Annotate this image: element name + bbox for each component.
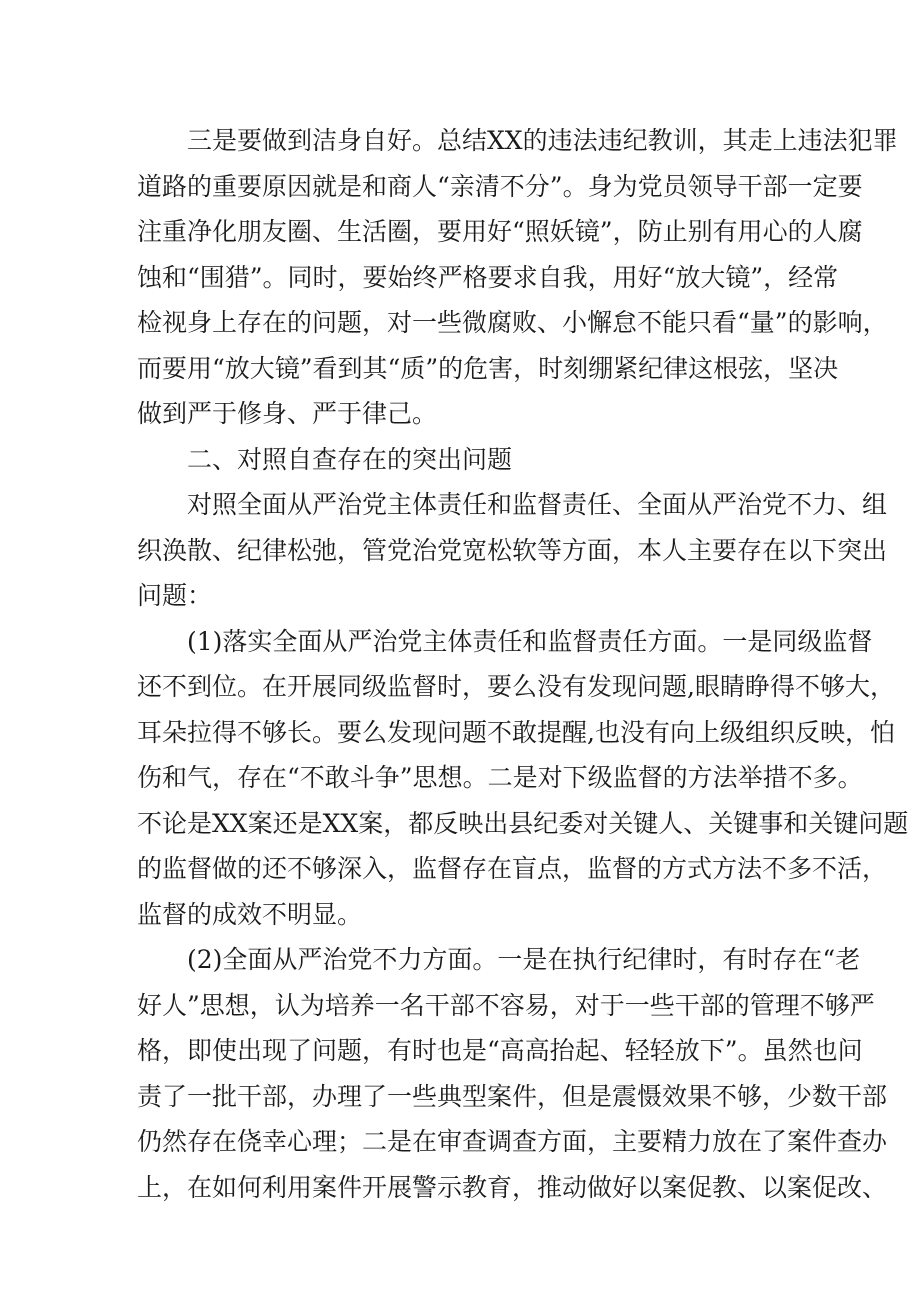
text-line: 问题： — [137, 581, 213, 610]
text-line: 责了一批干部，办理了一些典型案件，但是震慑效果不够，少数干部 — [137, 1081, 888, 1111]
text-line: 好人”思想，认为培养一名干部不容易，对于一些干部的管理不够严 — [137, 990, 875, 1020]
text-line: 做到严于修身、严于律己。 — [137, 399, 438, 428]
text-line: 织涣散、纪律松弛，管党治党宽松软等方面，本人主要存在以下突出 — [137, 535, 888, 565]
text-line: 三是要做到洁身自好。总结XX的违法违纪教训，其走上违法犯罪 — [137, 126, 898, 155]
paragraph — [137, 437, 787, 483]
paragraph — [137, 937, 888, 1210]
text-line: 还不到位。在开展同级监督时，要么没有发现问题,眼睛睁得不够大， — [137, 672, 895, 701]
paragraph — [137, 482, 888, 619]
text-line: 的监督做的还不够深入，监督存在盲点，监督的方式方法不多不活， — [137, 854, 888, 883]
text-line: 耳朵拉得不够长。要么发现问题不敢提醒,也没有向上级组织反映，怕 — [137, 717, 895, 747]
text-line: 仍然存在侥幸心理；二是在审查调查方面，主要精力放在了案件查办 — [137, 1127, 888, 1156]
text-line: 注重净化朋友圈、生活圈，要用好“照妖镜”，防止别有用心的人腐 — [137, 217, 863, 246]
text-line: 伤和气，存在“不敢斗争”思想。二是对下级监督的方法举措不多。 — [137, 763, 863, 792]
text-line: 格，即使出现了问题，有时也是“高高抬起、轻轻放下”。虽然也问 — [137, 1036, 863, 1065]
text-line: (1)落实全面从严治党主体责任和监督责任方面。一是同级监督 — [137, 626, 873, 656]
text-line: 上，在如何利用案件开展警示教育，推动做好以案促教、以案促改、 — [137, 1172, 888, 1202]
document-body — [137, 118, 909, 1210]
text-line: 道路的重要原因就是和商人“亲清不分”。身为党员领导干部一定要 — [137, 171, 863, 201]
text-line: 对照全面从严治党主体责任和监督责任、全面从严治党不力、组 — [137, 490, 888, 519]
text-line: 监督的成效不明显。 — [137, 899, 363, 929]
text-line: 检视身上存在的问题，对一些微腐败、小懈怠不能只看“量”的影响， — [137, 308, 888, 337]
text-line: 二、对照自查存在的突出问题 — [137, 444, 513, 474]
text-line: 不论是XX案还是XX案，都反映出县纪委对关键人、关键事和关键问题 — [137, 808, 909, 838]
text-line: 蚀和“围猎”。同时，要始终严格要求自我，用好“放大镜”，经常 — [137, 262, 839, 292]
paragraph — [137, 619, 909, 938]
paragraph — [137, 118, 898, 437]
text-line: (2)全面从严治党不力方面。一是在执行纪律时，有时存在“老 — [137, 945, 861, 974]
text-line: 而要用“放大镜”看到其“质”的危害，时刻绷紧纪律这根弦，坚决 — [137, 353, 839, 383]
